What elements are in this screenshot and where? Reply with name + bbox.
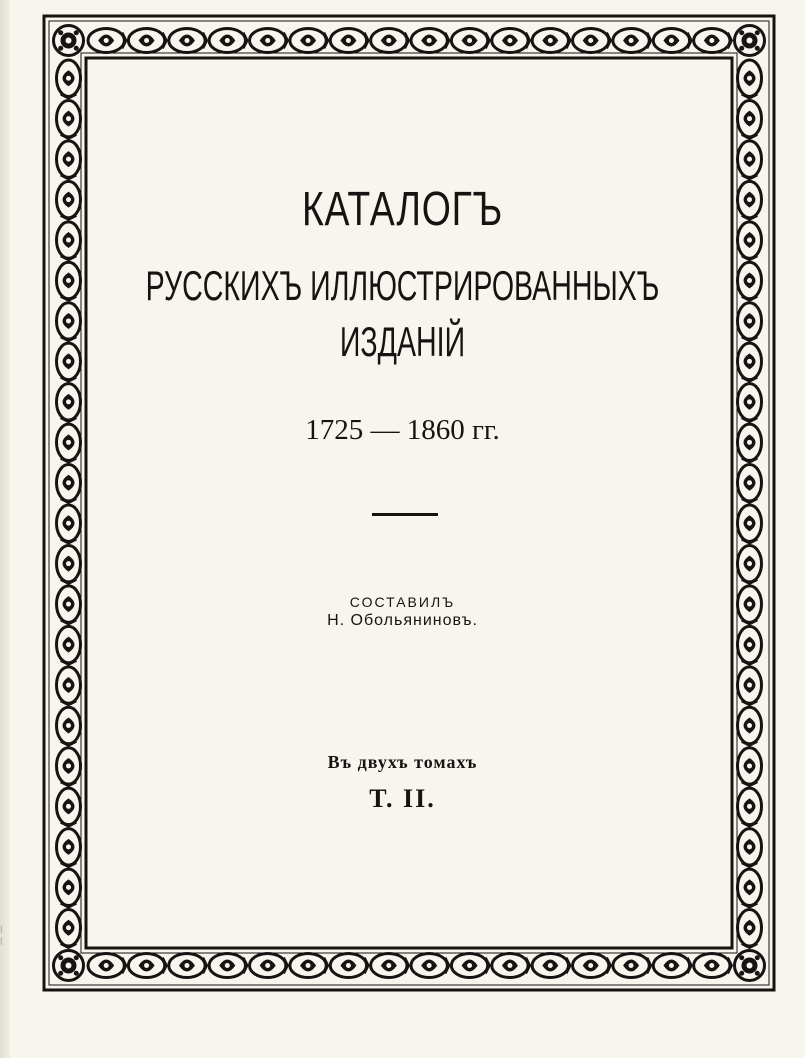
- date-range: 1725 — 1860 гг.: [305, 414, 500, 446]
- catalog-title: КАТАЛОГЪ: [301, 183, 504, 236]
- edge-tick-mark: |: [0, 937, 3, 945]
- edge-tick-mark: |: [0, 925, 3, 933]
- catalog-subtitle-line2: ИЗДАНІЙ: [339, 318, 466, 365]
- page-gutter: [0, 0, 10, 1058]
- volume-number: Т. II.: [369, 784, 436, 813]
- volumes-note: Въ двухъ томахъ: [327, 752, 478, 772]
- divider-rule: [372, 513, 438, 516]
- compiled-by-label: СОСТАВИЛЪ: [349, 594, 456, 610]
- author-name: Н. Обольяниновъ.: [327, 612, 478, 629]
- ornamental-border-icon: [42, 14, 776, 992]
- catalog-subtitle-line1: РУССКИХЪ ИЛЛЮСТРИРОВАННЫХЪ: [145, 262, 660, 309]
